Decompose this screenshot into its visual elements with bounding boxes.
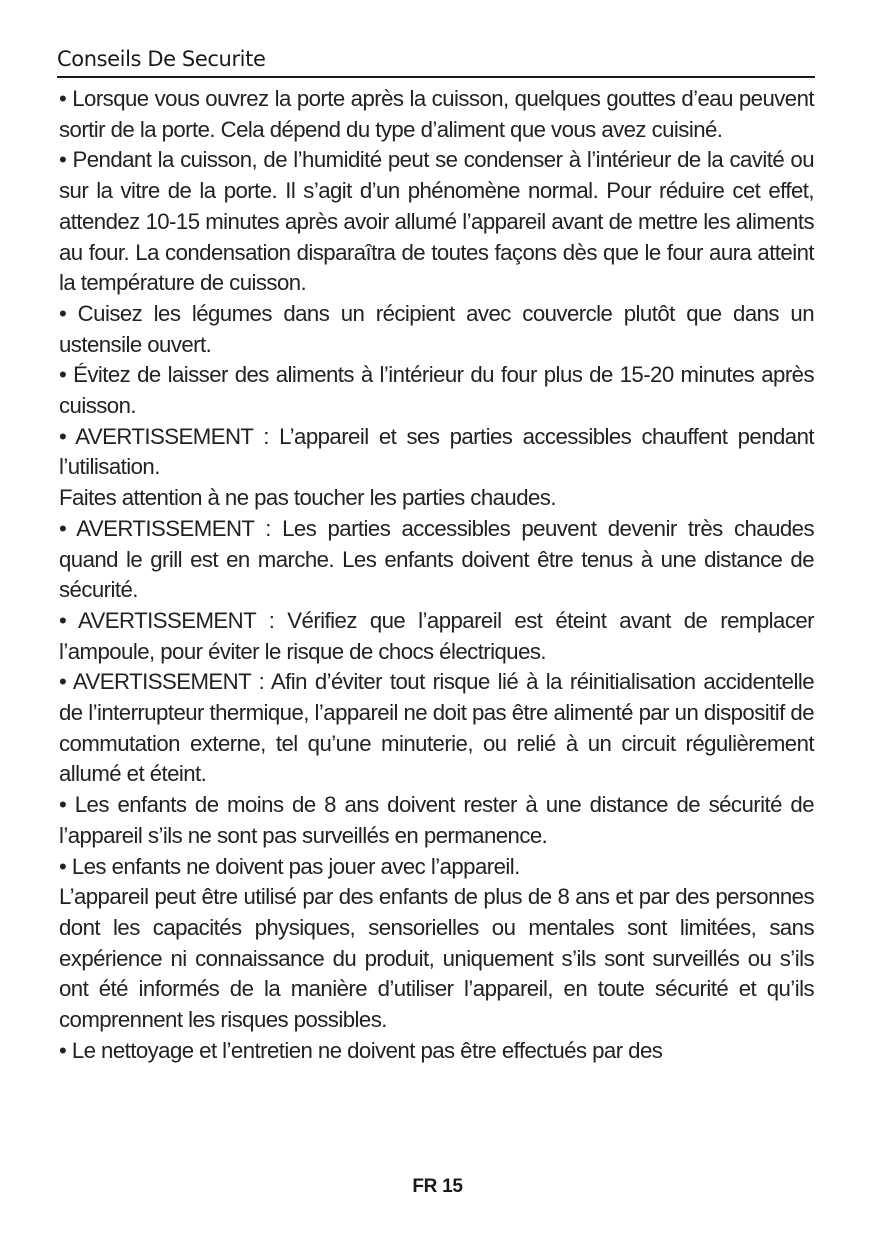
paragraph-children-play: • Les enfants ne doivent pas jouer avec l’appareil.	[59, 853, 520, 879]
page-header	[57, 46, 815, 78]
paragraph-warning-hot-parts: • AVERTISSEMENT : L’appareil et ses parties accessibles chauffent pendant l’utilisation.	[59, 423, 814, 480]
paragraph-warning-thermal-cutout: • AVERTISSEMENT : Afin d’éviter tout risque lié à la réinitialisation accidentelle de l’interrupteur thermique, l’appareil ne doit pas être alimenté par un dispositif de commutation externe, tel qu’une minuterie, ou relié à un circuit régulièrement allumé et éteint.	[59, 669, 814, 787]
paragraph-warning-grill: • AVERTISSEMENT : Les parties accessibles peuvent devenir très chaudes quand le grill est en marche. Les enfants doivent être tenus à une distance de sécurité.	[59, 515, 814, 603]
paragraph-cleaning: • Le nettoyage et l’entretien ne doivent pas être effectués par des	[59, 1037, 663, 1063]
paragraph-water-drops: • Lorsque vous ouvrez la porte après la cuisson, quelques gouttes d’eau peuvent sortir de la porte. Cela dépend du type d’aliment que vous avez cuisiné.	[59, 86, 814, 142]
paragraph-condensation: • Pendant la cuisson, de l’humidité peut se condenser à l’intérieur de la cavité ou sur la vitre de la porte. Il s’agit d’un phénomène normal. Pour réduire cet effet, attendez 10-15 minutes après avoir allumé l’appareil avant de mettre les aliments au four. La condensation disparaîtra de toutes façons dès que le four aura atteint la température de cuisson.	[59, 147, 814, 296]
paragraph-supervised-use: L’appareil peut être utilisé par des enfants de plus de 8 ans et par des personnes dont les capacités physiques, sensorielles ou mentales sont limitées, sans expérience ni connaissance du produit, uniquement s’ils sont surveillés ou s’ils ont été informés de la manière d’utiliser l’appareil, en toute sécurité et qu’ils comprennent les risques possibles.	[59, 884, 814, 1033]
page-number: FR 15	[412, 1176, 463, 1197]
paragraph-vegetables: • Cuisez les légumes dans un récipient avec couvercle plutôt que dans un ustensile ouvert.	[59, 300, 814, 357]
paragraph-do-not-touch: Faites attention à ne pas toucher les parties chaudes.	[59, 485, 556, 511]
section-title: Conseils De Securite	[57, 47, 266, 71]
paragraph-leftover-food: • Évitez de laisser des aliments à l’intérieur du four plus de 15-20 minutes après cuisson.	[59, 362, 814, 419]
paragraph-warning-bulb: • AVERTISSEMENT : Vérifiez que l’appareil est éteint avant de remplacer l’ampoule, pour éviter le risque de chocs électriques.	[59, 607, 814, 664]
safety-advice-text	[59, 84, 814, 1067]
paragraph-children-distance: • Les enfants de moins de 8 ans doivent rester à une distance de sécurité de l’appareil s’ils ne sont pas surveillés en permanence.	[59, 792, 814, 848]
